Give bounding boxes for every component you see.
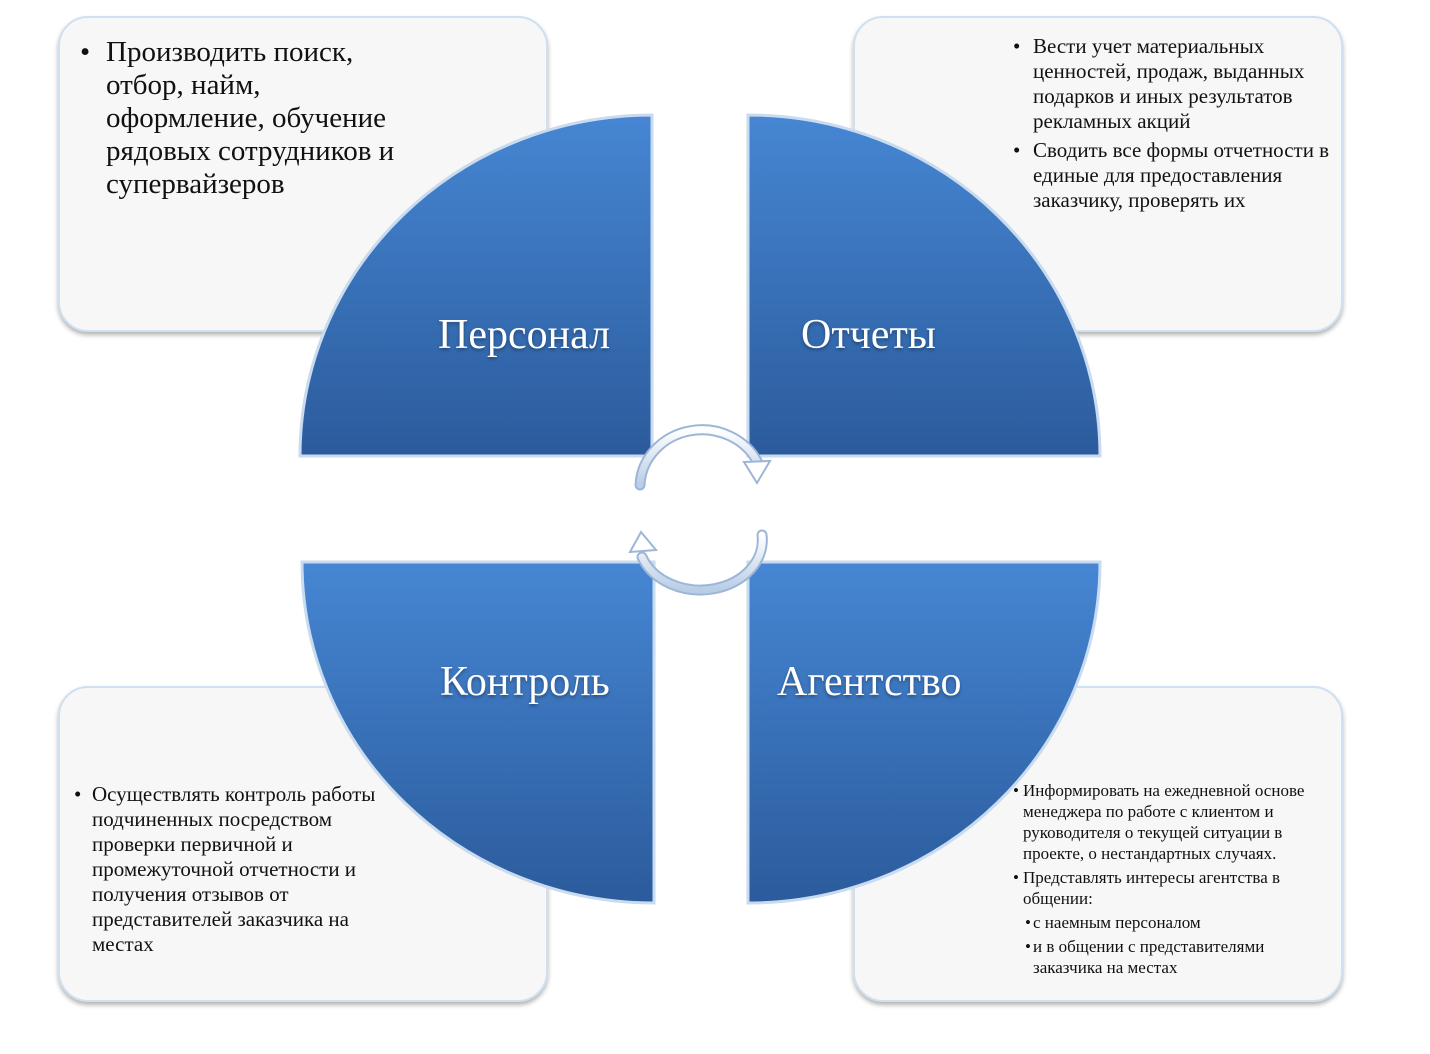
- personnel-quadrant: [300, 115, 652, 456]
- control-quadrant: [302, 562, 654, 903]
- reports-quadrant: [748, 115, 1100, 456]
- agency-item: • Представлять интересы агентства в общении:: [1023, 867, 1333, 909]
- control-item: • Осуществлять контроль работы подчиненных посредством проверки первичной и промежуточной отчетности и получения отзывов от представителей заказчика на местах: [92, 782, 402, 957]
- personnel-title: Персонал: [438, 312, 611, 358]
- reports-item: • Вести учет материальных ценностей, продаж, выданных подарков и иных результатов рекламных акций: [1033, 34, 1333, 134]
- agency-item: • Информировать на ежедневной основе менеджера по работе с клиентом и руководителя о текущей ситуации в проекте, о нестандартных случаях.: [1023, 780, 1333, 864]
- reports-item: • Сводить все формы отчетности в единые для предоставления заказчику, проверять их: [1033, 138, 1333, 213]
- agency-quadrant: [748, 562, 1100, 903]
- agency-subitem: • и в общении с представителями заказчика на местах: [1023, 936, 1333, 978]
- agency-subitem: • с наемным персоналом: [1023, 912, 1333, 933]
- control-title: Контроль: [440, 659, 610, 705]
- agency-title: Агентство: [777, 659, 962, 705]
- personnel-item: • Производить поиск, отбор, найм, оформление, обучение рядовых сотрудников и супервайзеров: [106, 36, 406, 201]
- reports-title: Отчеты: [801, 312, 937, 358]
